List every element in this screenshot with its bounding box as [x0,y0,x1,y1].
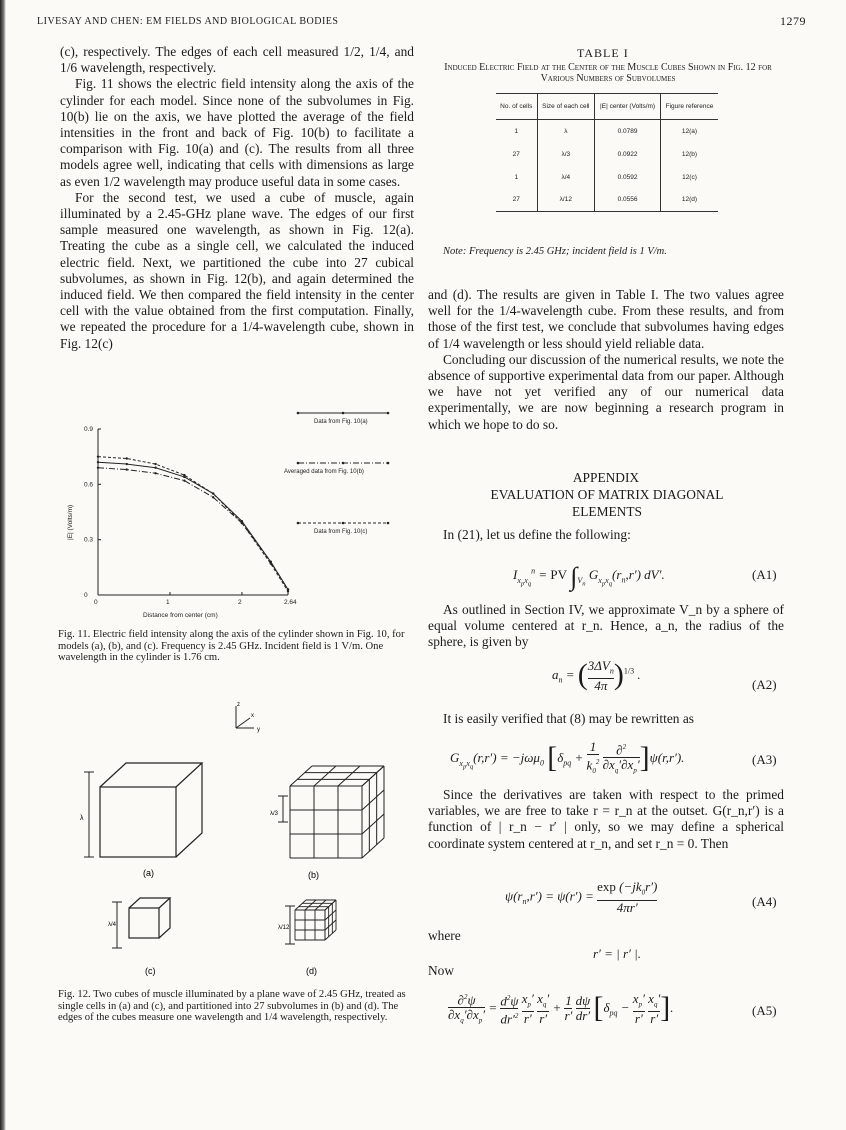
appendix-title: APPENDIX [572,470,640,485]
table-cell: λ/3 [537,143,595,166]
data-point [212,492,214,494]
legend-label: Data from Fig. 10(c) [314,529,368,535]
y-tick-label: 0 [84,592,88,599]
table-cell: 12(c) [660,166,718,189]
right-column-text-1 [428,287,784,433]
table-row [496,120,718,143]
table-cell: 0.0592 [595,166,661,189]
equation-r-prime: r′ = | r′ |. [593,946,641,961]
table-header-cell: Size of each cell [537,94,595,120]
cube-c-icon [129,898,170,938]
equation-a2: $a_n$ = ( $\frac{3\Delta V_n}{4\pi}$ )$^{1/3}$ . [552,657,641,694]
fig12c-label: (c) [145,966,156,976]
paragraph: Since the derivatives are taken with respect to the primed variables, we are free to take r = r_n at the outset. G(r_n,r′) is a function of | r_n − r′ | only, so we may define a spherical coordinate system centered at r_n, and set r_n = 0. Then [428,787,784,851]
series-line [98,462,288,589]
equation-a5: $\frac{\partial^2\psi}{\partial x_q'\partial x_p'}$ = $\frac{d^2\psi}{dr'^2}$ $\frac{x_p'}{r'}$ $\frac{x_q'}{r'}$ + $\frac{1}{r'}$ $\frac{d\psi}{dr'}$ [$\delta_{pq}$ − $\frac{x_p'}{r'}$ $\frac{x_q'}{r'}$ ]. [448,990,674,1027]
table-header-cell: No. of cells [496,94,537,120]
page-number: 1279 [780,14,806,28]
fig12-caption: Fig. 12. Two cubes of muscle illuminated by a plane wave of 2.45 GHz, treated as single cells in (a) and (c), and partitioned into 27 subvolumes in (b) and (d). The edges of the cubes measure one wavelength and 1/4 wavelength, respectively. [58,989,406,1023]
table-cell: 12(b) [660,143,718,166]
grid-line [362,838,384,858]
table1 [496,93,718,212]
cube-b-icon [290,766,384,858]
grid-line [295,900,306,910]
fig11-svg [58,405,418,620]
grid-line [325,910,336,920]
data-point [183,479,185,481]
legend-marker [297,462,300,465]
right-column-text-3 [428,602,784,651]
table-cell: λ/4 [537,166,595,189]
table-cell: 1 [514,127,519,135]
legend-marker [342,412,345,415]
legend-marker [387,412,390,415]
right-column-text-4 [428,711,784,727]
data-point [126,457,128,459]
legend-marker [342,462,345,465]
appendix-subtitle: EVALUATION OF MATRIX DIAGONAL ELEMENTS [490,487,724,519]
data-point [97,467,99,469]
table-cell: 0.0789 [595,120,661,143]
series-line [98,468,288,590]
table-cell: 1 [514,173,519,181]
paragraph: As outlined in Section IV, we approximate V_n by a sphere of equal volume centered at r_n. Hence, a_n, the radius of the sphere, is given by [428,602,784,650]
grid-line [362,814,384,834]
data-point [154,463,156,465]
fig12d-label: (d) [306,966,317,976]
table1-title: Induced Electric Field at the Center of the Muscle Cubes Shown in Fig. 12 for Various Numbers of Subvolumes [444,62,772,84]
table-header-cell: |E| center (Volts/m) [595,94,661,120]
paragraph: Concluding our discussion of the numerical results, we note the absence of supportive experimental data from our paper. Although we have not yet verified any of our numerical data experimentally, we are now beginning a research program in which we hope to do so. [428,351,784,432]
table-header-row [496,94,718,120]
table-cell: 0.0556 [595,189,661,212]
table-cell: 27 [512,150,520,158]
paragraph: Fig. 11 shows the electric field intensity along the axis of the cylinder for each model. Since none of the subvolumes in Fig. 10(b) lie on the axis, we have plotted the average of the field intensities in the front and back of Fig. 10(b) to facilitate a comparison with Fig. 10(a) and (c). The results from all three models agree well, indicating that cells with dimensions as large as even 1/2 wavelength may produce useful data in some cases. [60,76,414,189]
grid-line [338,766,360,786]
table-cell: λ [537,120,595,143]
data-point [97,461,99,463]
grid-line [314,766,336,786]
table-row [496,189,718,212]
paragraph: In (21), let us define the following: [443,527,631,542]
data-point [126,468,128,470]
where-label: where [428,928,461,943]
table-cell: 0.0922 [595,143,661,166]
data-point [126,463,128,465]
grid-line [362,790,384,810]
legend-label: Data from Fig. 10(a) [314,419,368,425]
equation-number: (A4) [752,894,777,909]
legend-marker [387,462,390,465]
table-row [496,143,718,166]
now-label: Now [428,963,455,978]
y-axis-label: |E| (Volts/m) [67,504,74,540]
grid-line [325,920,336,930]
equation-number: (A5) [752,1003,777,1018]
legend-marker [387,522,390,525]
x-tick-label: 1 [165,599,170,606]
data-point [287,590,289,592]
data-point [241,522,243,524]
data-point [183,474,185,476]
data-point [270,562,272,564]
x-axis-label: Distance from center (cm) [143,612,218,619]
fig12b-label: (b) [308,870,319,880]
data-point [154,472,156,474]
paragraph: It is easily verified that (8) may be rewritten as [443,711,694,726]
cube-d-icon [295,900,336,940]
legend-marker [297,412,300,415]
table1-note: Note: Frequency is 2.45 GHz; incident field is 1 V/m. [443,246,667,257]
data-point [154,467,156,469]
grid-line [290,766,312,786]
equation-number: (A2) [752,677,777,692]
cube-a-icon [100,763,202,857]
data-point [212,496,214,498]
grid-line [315,900,326,910]
cube-a-dim: λ [80,815,84,822]
equation-number: (A1) [752,567,777,582]
scan-edge [0,0,6,1130]
table-row [496,166,718,189]
equation-a4: $\psi(r_n,r') = \psi(r')$ = $\frac{\exp (-jk_0r')}{4\pi r'}$ [505,879,658,915]
table-cell: 12(a) [660,120,718,143]
grid-line [325,900,336,910]
data-point [97,455,99,457]
fig11-chart [58,405,418,620]
paragraph: (c), respectively. The edges of each cell measured 1/2, 1/4, and 1/6 wavelength, respectively. [60,44,414,76]
paragraph: For the second test, we used a cube of muscle, again illuminated by a 2.45-GHz plane wave. The edges of our first sample measured one wavelength, as shown in Fig. 12(a). Treating the cube as a single cell, we calculated the induced electric field. Next, we partitioned the cube into 27 cubical subvolumes, as shown in Fig. 12(b), and again determined the induced field. We then compared the field intensity in the center cell with the value obtained from the first computation. Finally, we repeated the procedure for a 1/4-wavelength cube, shown in Fig. 12(c) [60,189,414,351]
running-head: LIVESAY AND CHEN: EM FIELDS AND BIOLOGICAL BODIES [37,16,339,27]
paragraph: and (d). The results are given in Table I. The two values agree well for the 1/4-wavelength cube. From these results, and from those of the first test, we conclude that subvolumes having edges of 1/4 wavelength or less should yield reliable data. [428,287,784,351]
grid-line [325,930,336,940]
right-column-text-2 [428,527,784,543]
table-cell: 27 [512,196,520,204]
right-column-text-5 [428,787,784,852]
y-tick-label: 0.6 [84,481,94,489]
y-tick-label: 0.9 [84,426,94,433]
fig11-caption: Fig. 11. Electric field intensity along the axis of the cylinder shown in Fig. 10, for models (a), (b), and (c). Frequency is 2.45 GHz. Incident field is 1 V/m. One wavelength in the cylinder is 1.76 cm. [58,629,405,663]
table1-label: TABLE I [577,46,629,60]
y-tick-label: 0.3 [84,536,94,544]
table-header-cell: Figure reference [660,94,718,120]
cube-d-dim: λ/12 [278,925,290,931]
table1-grid [496,93,718,212]
equation-a3: $G_{x_px_q}(r,r') = -j\omega\mu_0$ [$\delta_{pq}$ + $\frac{1}{k_0^2}$ $\frac{\partial^2}{\partial x_q'\partial x_p'}$ ]ψ(r,r′). [450,739,685,775]
x-tick-label: 2 [237,599,242,606]
grid-line [305,900,316,910]
equation-a1: $I_{x_px_q}^n$ = PV $\int_{V_n}$ $G_{x_px_q}(r_n,r')$ dV′. [513,562,665,591]
fig12-drawing [70,700,400,985]
left-column-text [60,44,414,352]
axis-y-label: y [257,727,260,733]
fig12a-label: (a) [143,868,154,878]
legend-marker [297,522,300,525]
legend-marker [342,522,345,525]
cube-c-dim: λ/4 [108,922,117,928]
series-line [98,457,288,592]
x-tick-label: 0 [94,599,98,606]
table-cell: λ/12 [537,189,595,212]
axis-z-label: z [237,702,240,708]
table-cell: 12(d) [660,189,718,212]
grid-line [362,766,384,786]
legend-label: Averaged data from Fig. 10(b) [284,469,364,475]
axis-x-label: x [251,713,254,719]
cube-b-dim: λ/3 [270,811,279,817]
equation-number: (A3) [752,752,777,767]
x-tick-label: 2.64 [284,599,297,606]
fig12-svg [70,700,400,985]
